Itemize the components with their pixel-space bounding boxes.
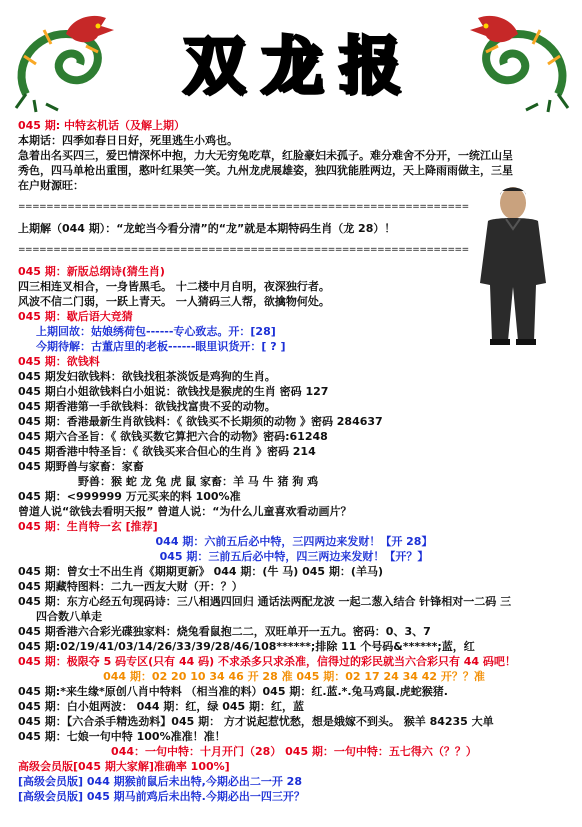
- text-line: 045 期：<999999 万元买来的料 100%准: [18, 490, 241, 503]
- text-line: 野兽：猴 蛇 龙 兔 虎 鼠 家畜：羊 马 牛 猪 狗 鸡: [78, 475, 319, 488]
- text-line: 045 期：欲钱料: [18, 355, 100, 368]
- text-line: 045 期：新版总纲诗(猜生肖): [18, 265, 165, 278]
- text-line: 045 期：白小姐两波： 044 期：红，绿 045 期：红，蓝: [18, 700, 305, 713]
- text-line: 曾道人说“欲钱去看明天报” 曾道人说：“为什么儿童喜欢看动画片？: [18, 505, 352, 518]
- text-line: 044 期：六前五后必中特，三四两边来发财！【开 28】: [155, 535, 433, 548]
- text-line: 秀色，四马单枪出重围，憨叶红果笑一笑。九州龙虎展雄姿，独四犹能胜两边，天上降雨雨做主，三星: [18, 164, 513, 177]
- text-line: 045 期：生肖特一玄 [推荐]: [18, 520, 158, 533]
- dragon-right-icon: [460, 4, 578, 114]
- text-line: 上期回故：姑娘绣荷包------专心致志。开：[28]: [36, 325, 276, 338]
- text-line: 045 期:*来生缘*原创八肖中特料 （相当准的料）045 期：红.蓝.*.兔马鸡鼠.虎蛇猴猪.: [18, 685, 448, 698]
- text-line: [高级会员版] 044 期猴前鼠后未出特,今期必出二一开 28: [18, 775, 302, 788]
- text-line: 045 期野兽与家畜：家畜: [18, 460, 144, 473]
- header-banner: [0, 0, 582, 118]
- text-line: 今期待解：古董店里的老板------眼里识货开：[ ? ]: [36, 340, 286, 353]
- separator-line: ================================================================: [18, 245, 469, 255]
- text-line: 急着出名买四三，爱巴情深怀中抱，力大无穷兔吃草，红脸豪妇未孤子。难分难舍不分开，一统江山呈: [18, 149, 513, 162]
- text-line: 上期解（044 期）：“龙蛇当今看分清”的“龙”就是本期特码生肖（龙 28）！: [18, 222, 396, 235]
- text-line: 045 期：曾女士不出生肖《期期更新》 044 期：(牛 马) 045 期：(羊马): [18, 565, 383, 578]
- text-line: 045 期：东方心经五句现码诗：三八相遇四回归 通话法两配龙波 一起二葱入结合 针锋相对一二码 三: [18, 595, 512, 608]
- text-line: 045 期：香港最新生肖欲钱料：《 欲钱买不长期须的动物 》密码 284637: [18, 415, 383, 428]
- text-line: 高级会员版[045 期大家解]准确率 100%]: [18, 760, 230, 773]
- text-line: 在户财源旺：: [18, 179, 84, 192]
- text-line: 045 期白小姐欲钱料白小姐说：欲钱找是猴虎的生肖 密码 127: [18, 385, 329, 398]
- text-line: 045 期香港六合彩光碟独家料：烧兔看鼠抱二二，双旺单开一五九。密码：0、3、7: [18, 625, 431, 638]
- text-line: 045 期：【六合杀手精选劲料】045 期： 方才说起惹忧愁，想是娥嫁不到头。 猴羊 84235 大单: [18, 715, 494, 728]
- text-line: 045 期香港第一手欲钱料：欲钱找富贵不妥的动物。: [18, 400, 276, 413]
- dragon-left-icon: [6, 4, 124, 114]
- text-line: 四三相连叉相合，一身皆黑毛。 十二楼中月自明，夜深独行者。: [18, 280, 330, 293]
- text-line: 045 期: 中特玄机话（及解上期）: [18, 119, 186, 132]
- text-line: 044：一句中特：十月开门（28） 045 期：一句中特：五七得六（？？）: [111, 745, 477, 758]
- text-line: 045 期六合圣旨：《 欲钱买数它算把六合的动物》密码:61248: [18, 430, 328, 443]
- text-line: 045 期香港中特圣旨：《 欲钱买来合但心的生肖 》密码 214: [18, 445, 316, 458]
- text-line: [高级会员版] 045 期马前鸡后未出特.今期必出一四三开？: [18, 790, 305, 803]
- person-figure-icon: [470, 183, 556, 345]
- text-line: 风波不信二门弱，一跃上青天。 一人猜码三人帮，欲擒物何处。: [18, 295, 330, 308]
- text-line: 045 期藏特图料：二九一西友大财（开：？）: [18, 580, 243, 593]
- text-line: 四合数八单走: [36, 610, 102, 623]
- text-line: 045 期：歇后语大竞猜: [18, 310, 133, 323]
- text-line: 044 期：02 20 10 34 46 开 28 准 045 期：02 17 24 34 42 开？？准: [103, 670, 485, 683]
- page-title: 双龙报: [182, 29, 417, 102]
- text-line: 045 期：三前五后必中特，四三两边来发财！【开？】: [159, 550, 429, 563]
- text-line: 045 期:02/19/41/03/14/26/33/39/28/46/108******;排除 11 个号码&******;蓝，红: [18, 640, 475, 653]
- text-line: 045 期：七娘一句中特 100%准准！准！: [18, 730, 226, 743]
- text-line: 045 期发妇欲钱料：欲钱找租茶淡饭是鸡狗的生肖。: [18, 370, 276, 383]
- separator-line: ================================================================: [18, 202, 469, 212]
- text-line: 045 期：极限夺 5 码专区(只有 44 码) 不求杀多只求杀准，信得过的彩民就当六合彩只有 44 码吧！: [18, 655, 516, 668]
- text-line: 本期话：四季如春日日好，死里逃生小鸡也。: [18, 134, 238, 147]
